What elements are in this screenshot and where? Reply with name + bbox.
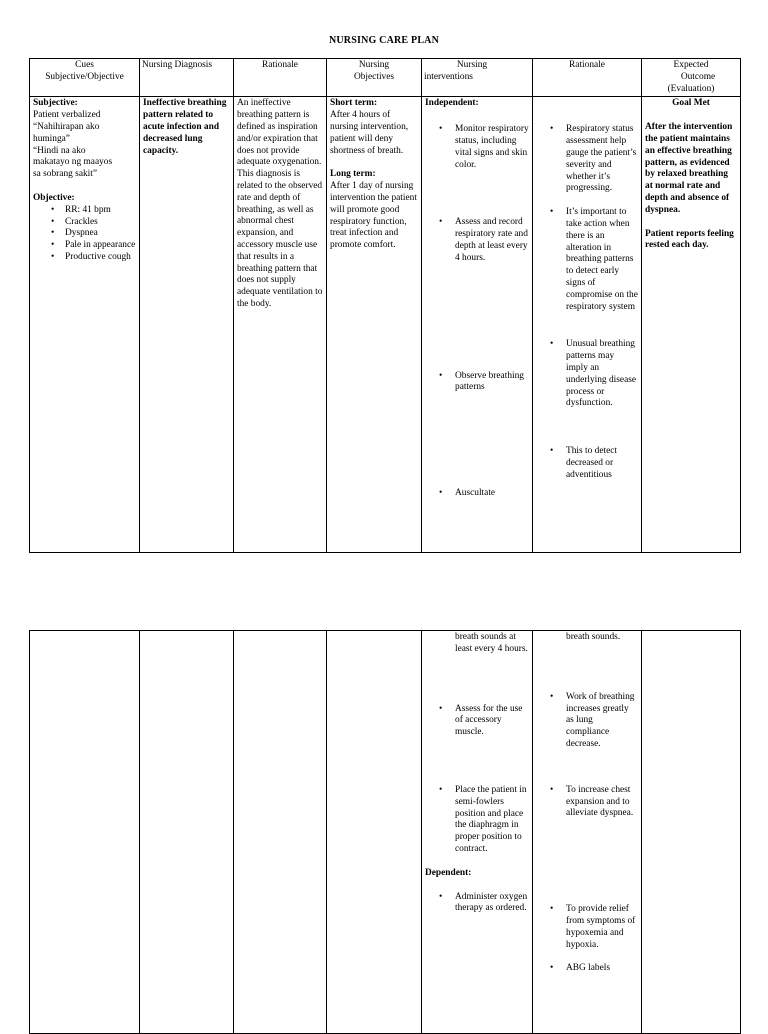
diagnosis-text: Ineffective breathing pattern related to acute infection and decreased lung capacity. bbox=[143, 98, 227, 156]
objective-label: Objective: bbox=[33, 192, 75, 203]
interventions-cell bbox=[422, 97, 533, 553]
diagnosis-cell-continued bbox=[140, 631, 234, 1034]
list-item: • Administer oxygen therapy as ordered. bbox=[425, 892, 529, 916]
list-item: • To provide relief from symptoms of hypoxemia and hypoxia. bbox=[536, 904, 638, 951]
header-cues: Cues Subjective/Objective bbox=[30, 59, 140, 97]
objectives-cell-continued bbox=[327, 631, 422, 1034]
subjective-label: Subjective: bbox=[33, 98, 78, 109]
list-item: • Unusual breathing patterns may imply an underlying disease process or dysfunction. bbox=[536, 339, 638, 410]
list-item: • Auscultate bbox=[425, 488, 529, 500]
continuation-row bbox=[30, 631, 741, 1034]
short-term-label: Short term: bbox=[330, 98, 378, 109]
list-item: • Observe breathing patterns bbox=[425, 371, 529, 395]
interventions-list-continued bbox=[425, 704, 529, 856]
list-item: • This to detect decreased or adventitious bbox=[536, 446, 638, 481]
list-item: • Assess and record respiratory rate and depth at least every 4 hours. bbox=[425, 217, 529, 264]
dependent-label: Dependent: bbox=[425, 867, 472, 878]
continued-text: breath sounds at least every 4 hours. bbox=[455, 632, 528, 654]
body-row bbox=[30, 97, 741, 553]
independent-label: Independent: bbox=[425, 98, 479, 109]
interventions-cell-continued bbox=[422, 631, 533, 1034]
header-interventions: Nursing interventions bbox=[422, 59, 533, 97]
list-item: • To increase chest expansion and to alleviate dyspnea. bbox=[536, 785, 638, 820]
header-rationale: Rationale bbox=[234, 59, 327, 97]
short-term-text: After 4 hours of nursing intervention, patient will deny shortness of breath. bbox=[330, 110, 409, 156]
header-objectives: Nursing Objectives bbox=[327, 59, 422, 97]
list-item: • Pale in appearance bbox=[33, 240, 136, 252]
outcome-text: After the intervention the patient maintains an effective breathing pattern, as evidenced by relaxed breathing at normal rate and depth and absence of dyspnea. bbox=[645, 122, 733, 215]
list-item: • Dyspnea bbox=[33, 228, 136, 240]
document-title: NURSING CARE PLAN bbox=[328, 35, 440, 46]
header-outcome: Expected Outcome (Evaluation) bbox=[642, 59, 741, 97]
continued-text: breath sounds. bbox=[566, 632, 621, 642]
rationale-text: An ineffective breathing pattern is defined as inspiration and/or expiration that does not provide adequate oxygenation. This diagnosis is related to the observed rate and depth of breathing, as well as abnormal chest expansion, and accessory muscle use that results in a breathing pattern that does not supply adequate ventilation to the body. bbox=[237, 98, 323, 309]
list-item: • Work of breathing increases greatly as lung compliance decrease. bbox=[536, 692, 638, 751]
interventions-list bbox=[425, 124, 529, 500]
rationale-cell-continued bbox=[234, 631, 327, 1034]
list-item: • RR: 41 bpm bbox=[33, 205, 136, 217]
goal-status: Goal Met bbox=[672, 98, 710, 109]
long-term-label: Long term: bbox=[330, 169, 376, 180]
long-term-text: After 1 day of nursing intervention the patient will promote good respiratory function, treat infection and promote comfort. bbox=[330, 181, 417, 251]
care-plan-table-page-1 bbox=[29, 58, 741, 553]
outcome-cell-continued bbox=[642, 631, 741, 1034]
header-row bbox=[30, 59, 741, 97]
rationale-cell bbox=[234, 97, 327, 553]
list-item: • Crackles bbox=[33, 217, 136, 229]
objectives-cell bbox=[327, 97, 422, 553]
list-item: • Assess for the use of accessory muscle. bbox=[425, 704, 529, 739]
list-item: • Place the patient in semi-fowlers position and place the diaphragm in proper position to contract. bbox=[425, 785, 529, 856]
list-item: • Respiratory status assessment help gauge the patient’s severity and whether it’s progressing. bbox=[536, 124, 638, 195]
rationale-2-cell-continued bbox=[533, 631, 642, 1034]
list-item: • Monitor respiratory status, including vital signs and skin color. bbox=[425, 124, 529, 171]
list-item: • Productive cough bbox=[33, 252, 136, 264]
outcome-text-2: Patient reports feeling rested each day. bbox=[645, 228, 734, 251]
diagnosis-cell bbox=[140, 97, 234, 553]
list-item: • It’s important to take action when there is an alteration in breathing patterns to detect early signs of compromise on the respiratory system bbox=[536, 207, 638, 313]
rationale-list bbox=[536, 124, 638, 481]
list-item: • ABG labels bbox=[536, 963, 638, 975]
care-plan-table-page-2 bbox=[29, 630, 741, 1034]
header-rationale-2: Rationale bbox=[533, 59, 642, 97]
rationale-2-cell bbox=[533, 97, 642, 553]
cues-cell: Subjective: Patient verbalized “Nahihirapan ako huminga” “Hindi na ako makatayo ng maayos sa sobrang sakit” Objective: • RR: 41 bpm • Crackles • Dyspnea • Pale in appearance • Productive cough bbox=[30, 97, 140, 553]
cues-cell-continued bbox=[30, 631, 140, 1034]
outcome-cell bbox=[642, 97, 741, 553]
header-diagnosis: Nursing Diagnosis bbox=[140, 59, 234, 97]
rationale-list-continued bbox=[536, 692, 638, 975]
objective-list bbox=[33, 205, 136, 264]
